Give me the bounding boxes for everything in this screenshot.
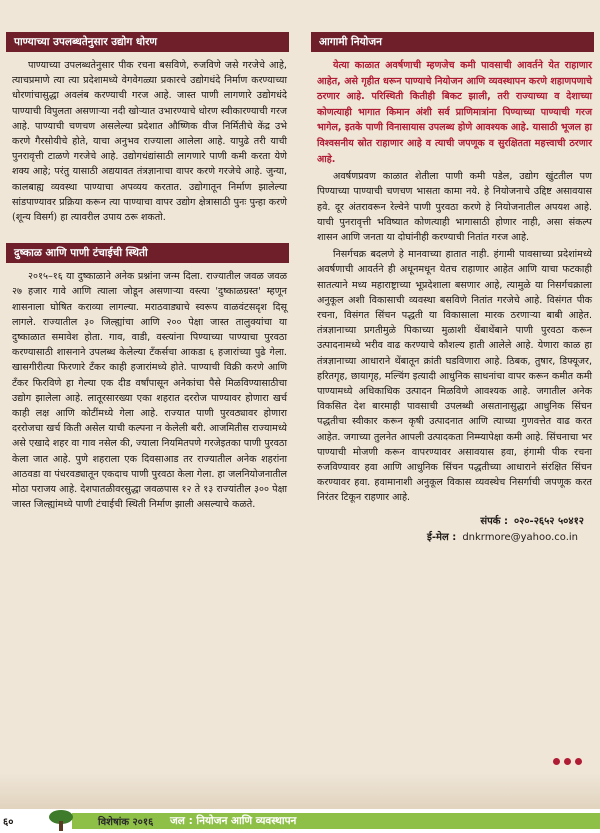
section-heading: दुष्काळ आणि पाणी टंचाईची स्थिती (6, 243, 289, 263)
section-paragraph: पाण्याच्या उपलब्धतेनुसार पीक रचना बसविणे, रुजविणे जसे गरजेचे आहे, त्याचप्रमाणे त्या त्या प्रदेशामध्ये वेगवेगळ्या प्रकारचे उद्योगधंदे निर्माण करण्याच्या धोरणांचासुद्धा अवलंब करण्याची गरज आहे. जास्त पाणी लागणारे उद्योगधंदे पाण्याची विपुलता असणाऱ्या नदी खोऱ्यात उभारण्याचे धोरण स्वीकारण्याची गरज आहे. पाण्याची चणचण असलेल्या प्रदेशात औष्णिक वीज निर्मितीचे केंद्र उभे करणे गैरसोयीचे होते, याचा अनुभव राज्याला आलेला आहे. यापुढे तरी याची पुनरावृत्ती टाळणे गरजेचे आहे. उद्योगधंद्यांसाठी लागणारे पाणी कमी करता येणे शक्य आहे; परंतु यासाठी अद्ययावत तंत्रज्ञानाचा वापर करणे गरजेचे आहे. जुन्या, कालबाह्य व्यवस्था पाण्याचा अपव्यय करतात. उद्योगातून निर्माण झालेल्या सांडपाण्यावर प्रक्रिया करून त्या पाण्याचा वापर उद्योग क्षेत्रासाठी पुनः पुन्हा करणे (शून्य विसर्ग) हा त्यावरील उपाय ठरू शकतो. (12, 60, 287, 224)
email-label: ई-मेल : (427, 531, 457, 543)
tree-icon (46, 809, 76, 831)
issue-label: विशेषांक २०१६ (98, 817, 154, 828)
section-drought-status (6, 243, 289, 512)
email-value[interactable]: dnkrmore@yahoo.co.in (462, 531, 578, 543)
phone-label: संपर्क : (480, 515, 508, 527)
dot-icon (564, 758, 571, 765)
page-footer (0, 809, 600, 833)
right-column (311, 32, 594, 546)
author-contact (311, 514, 594, 546)
dot-icon (553, 758, 560, 765)
email-row (311, 530, 584, 546)
section-paragraph: निसर्गचक्र बदलणे हे मानवाच्या हातात नाही. हंगामी पावसाच्या प्रदेशांमध्ये अवर्षणाची आवर्तने ही अधूनमधून येतच राहाणार आहेत आणि याचा फटकाही सातत्याने मध्य महाराष्ट्राच्या भूप्रदेशाला बसणार आहे, त्यामुळे या निसर्गचक्राला अनुकूल अशी विकासाची व्यवस्था बसविणे नितांत गरजेचे आहे. विसंगत पीक रचना, विसंगत सिंचन पद्धती या विकासाला मारक ठरणाऱ्या बाबी आहेत. तंत्रज्ञानाच्या प्रगतीमुळे पिकाच्या मुळाशी थेंबाथेंबाने पाणी पुरवठा करून उत्पादनामध्ये भरीव वाढ करण्याचे कौशल्य हाती आलेले आहे. येणारा काळ हा तंत्रज्ञानाच्या आधाराने थेंबातून क्रांती घडविणारा आहे. ठिबक, तुषार, डिफ्यूजर, हरितगृह, छायागृह, मल्चिंग इत्यादी आधुनिक साधनांचा वापर करून कमीत कमी पाण्यामध्ये अधिकाधिक उत्पादन मिळविणे आवश्यक आहे. जगातील अनेक विकसित देश बारमाही पावसाची उपलब्धी असतानासुद्धा आधुनिक सिंचन पद्धतीचा स्वीकार करून कृषी उत्पादनात आणि त्याच्या गुणवत्तेत वाढ करत आहेत. जगाच्या तुलनेत आपली उत्पादकता निम्म्यापेक्षा कमी आहे. सिंचनाचा भर पाण्याची मोजणी करून वापरण्यावर असावयास हवा, हंगामी पीक रचना रुजविण्यावर हवा आणि आधुनिक सिंचन पद्धतीच्या आधाराने संरक्षित सिंचन करण्यावर हवा. हवामानाशी अनुकूल विकास व्यवस्थेच निसर्गाची जपणूक करत निरंतर टिकून राहणार आहे. (317, 249, 592, 504)
left-column (6, 32, 289, 512)
page-number: ६० (3, 817, 14, 828)
dot-icon (575, 758, 582, 765)
section-paragraph: अवर्षणप्रवण काळात शेतीला पाणी कमी पडेल, उद्योग खुंटतील पण पिण्याच्या पाण्याची चणचण भासता कामा नये. हे नियोजनाचे उद्दिष्ट असावयास हवे. दूर अंतरावरून रेल्वेने पाणी पुरवठा करणे हे नियोजनातील अपयश आहे. याची पुनरावृत्ती भविष्यात कोणत्याही भागासाठी होणार नाही, असा संकल्प शासन आणि जनता या दोघांनीही करण्याची नितांत गरज आहे. (317, 171, 592, 243)
decorative-dots (553, 758, 582, 765)
phone-row (311, 514, 584, 530)
section-heading: पाण्याच्या उपलब्धतेनुसार उद्योग धोरण (6, 32, 289, 52)
section-industry-policy (6, 32, 289, 225)
section-heading: आगामी नियोजन (311, 32, 594, 52)
magazine-title: जल : नियोजन आणि व्यवस्थापन (170, 815, 297, 827)
section-paragraph: २०१५–१६ या दुष्काळाने अनेक प्रश्नांना जन्म दिला. राज्यातील जवळ जवळ २७ हजार गावे आणि त्याला जोडून असणाऱ्या वस्त्या 'दुष्काळग्रस्त' म्हणून शासनाला घोषित कराव्या लागल्या. मराठवाड्याचे स्वरूप वाळवंटसदृश दिसू लागले. राज्यातील ३० जिल्ह्यांचा आणि २०० पेक्षा जास्त तालुक्यांचा या दुष्काळात समावेश होता. गाव, वाडी, वस्त्यांना पिण्याच्या पाण्याचा पुरवठा करण्यासाठी शासनाने उपलब्ध केलेल्या टँकर्सचा आकडा ६ हजारांच्या पुढे गेला. खासगीरीत्या फिरणारे टँकर काही हजारांमध्ये होते. पाण्याची विक्री करणे आणि टँकर फिरविणे हा गेल्या एक दीड वर्षांपासून अनेकांचा पैसे मिळविण्यासाठीचा उद्योग झालेला आहे. लातूरसारख्या एका शहरात दररोज पाण्यावर होणारा खर्च काही लक्ष आणि कोटींमध्ये गेला आहे. राज्यात पाणी पुरवठ्यावर होणारा दररोजचा खर्च किती असेल याची कल्पना न केलेली बरी. आजमितीस राज्यामध्ये असे एखादे शहर वा गाव नसेल की, ज्याला नियमितपणे गरजेइतका पाणी पुरवठा केला जात आहे. पुणे शहराला एक दिवसाआड तर राज्यातील अनेक शहरांना आठवडा वा पंधरवड्यातून एकदाच पाणी पुरवठा केला गेला. हा जलनियोजनातील मोठा पराजय आहे. देशपातळीवरसुद्धा जवळपास १२ ते १३ राज्यांतील ३०० पेक्षा जास्त जिल्ह्यांमध्ये पाणी टंचाईची स्थिती निर्माण झाली असल्याचे कळते. (12, 271, 287, 511)
phone-value: ०२०-२६५२ ५०४१२ (513, 515, 584, 527)
highlight-paragraph: येत्या काळात अवर्षणाची म्हणजेच कमी पावसाची आवर्तने येत राहाणार आहेत, असे गृहीत धरून पाण्याचे नियोजन आणि व्यवस्थापन करणे शहाणपणाचे ठरणार आहे. परिस्थिती कितीही बिकट झाली, तरी राज्याच्या व देशाच्या कोणत्याही भागात किमान अंशी सर्व प्राणिमात्रांना पिण्याच्या पाण्याची गरज भागेल, इतके पाणी विनासायास उपलब्ध होणे आवश्यक आहे. यासाठी भूजल हा विश्वसनीय स्रोत राहाणार आहे व त्याची जपणूक व सुरक्षितता महत्त्वाची ठरणार आहे. (317, 60, 592, 165)
